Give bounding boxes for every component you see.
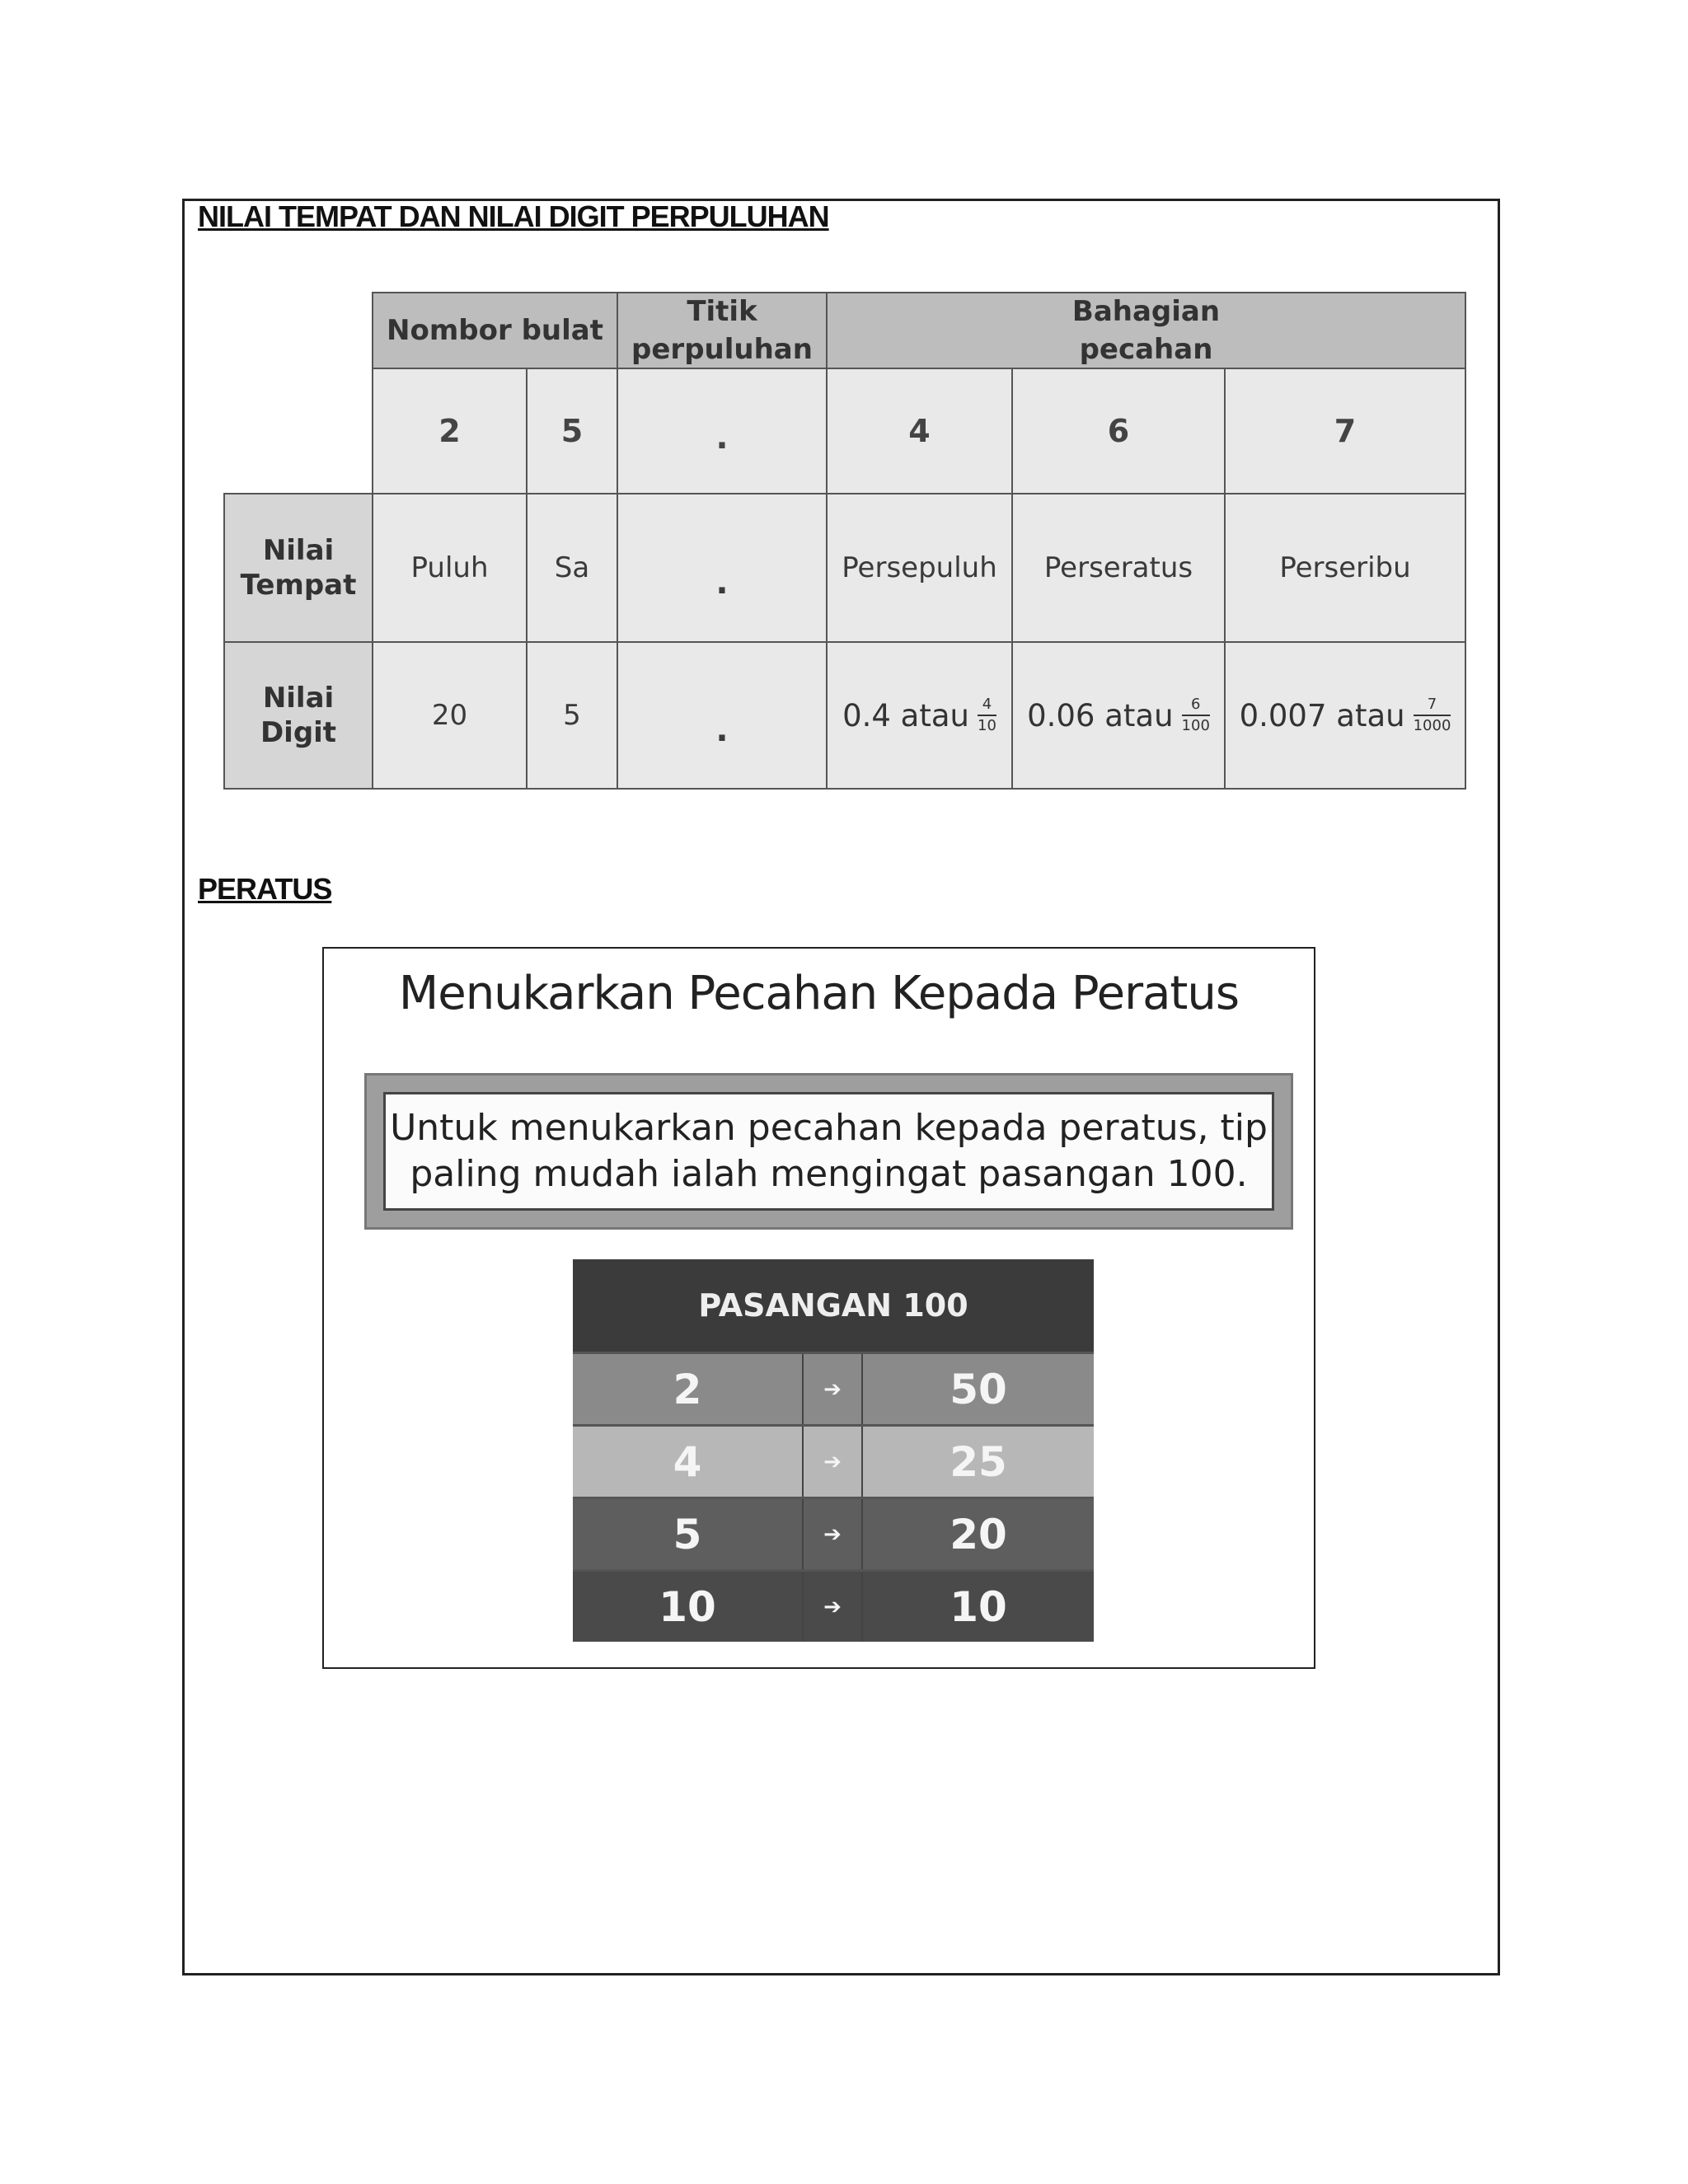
fraction: [1414, 696, 1451, 734]
digit-cell: 7: [1224, 368, 1466, 494]
digit-value-cell: 5: [526, 641, 618, 790]
arrow-right-icon: ➔: [802, 1427, 863, 1497]
arrow-right-icon: ➔: [802, 1499, 863, 1569]
pairs-of-100-table: [573, 1259, 1094, 1642]
decimal-text: 0.4 atau: [842, 697, 969, 733]
pair-right: 50: [950, 1365, 1007, 1413]
digit-cell-point: .: [617, 368, 828, 494]
row-label-place-value: Nilai Tempat: [223, 493, 373, 643]
place-value-cell: Perseribu: [1224, 493, 1466, 643]
digit-value-cell-fraction: [1224, 641, 1466, 790]
fraction: [978, 696, 996, 734]
digit-value-cell-fraction: [826, 641, 1013, 790]
pair-right: 25: [950, 1437, 1007, 1486]
place-value-cell: Sa: [526, 493, 618, 643]
pairs-table-header: PASANGAN 100: [573, 1259, 1094, 1352]
place-value-cell: Perseratus: [1011, 493, 1226, 643]
fraction-numerator: 7: [1427, 696, 1437, 713]
tip-text: Untuk menukarkan pecahan kepada peratus, tip paling mudah ialah mengingat pasangan 100.: [383, 1092, 1274, 1211]
place-value-cell-point: .: [617, 493, 828, 643]
fraction-denominator: 100: [1181, 717, 1210, 734]
percent-conversion-panel: [322, 947, 1315, 1669]
pair-left: 4: [673, 1437, 702, 1486]
pair-right: 10: [950, 1582, 1007, 1631]
header-decimal-point: Titik perpuluhan: [617, 292, 828, 369]
header-whole-number: Nombor bulat: [372, 292, 618, 369]
percent-section-title: PERATUS: [198, 872, 332, 906]
fraction-denominator: 10: [978, 717, 996, 734]
digit-cell: 6: [1011, 368, 1226, 494]
digit-cell: 5: [526, 368, 618, 494]
decimal-text: 0.007 atau: [1239, 697, 1405, 733]
fraction: [1182, 696, 1210, 734]
pair-left: 2: [673, 1365, 702, 1413]
arrow-right-icon: ➔: [802, 1354, 863, 1424]
decimal-text: 0.06 atau: [1027, 697, 1174, 733]
pair-left: 10: [659, 1582, 716, 1631]
pair-row: [573, 1424, 1094, 1497]
pair-row: [573, 1352, 1094, 1424]
digit-value-cell-point: .: [617, 641, 828, 790]
fraction-numerator: 6: [1191, 696, 1201, 713]
fraction-numerator: 4: [982, 696, 992, 713]
place-value-cell: Puluh: [372, 493, 528, 643]
digit-value-cell-fraction: [1011, 641, 1226, 790]
pair-row: [573, 1569, 1094, 1642]
row-label-digit-value: Nilai Digit: [223, 641, 373, 790]
place-value-cell: Persepuluh: [826, 493, 1013, 643]
arrow-right-icon: ➔: [802, 1572, 863, 1642]
place-value-section-title: NILAI TEMPAT DAN NILAI DIGIT PERPULUHAN: [198, 199, 829, 233]
digit-cell: 4: [826, 368, 1013, 494]
digit-cell: 2: [372, 368, 528, 494]
panel-title: Menukarkan Pecahan Kepada Peratus: [398, 967, 1240, 1020]
header-fraction-part: Bahagian pecahan: [826, 292, 1466, 369]
pair-row: [573, 1497, 1094, 1569]
tip-box: [364, 1073, 1293, 1230]
digit-value-cell: 20: [372, 641, 528, 790]
pair-right: 20: [950, 1510, 1007, 1558]
fraction-denominator: 1000: [1413, 717, 1451, 734]
pair-left: 5: [673, 1510, 702, 1558]
